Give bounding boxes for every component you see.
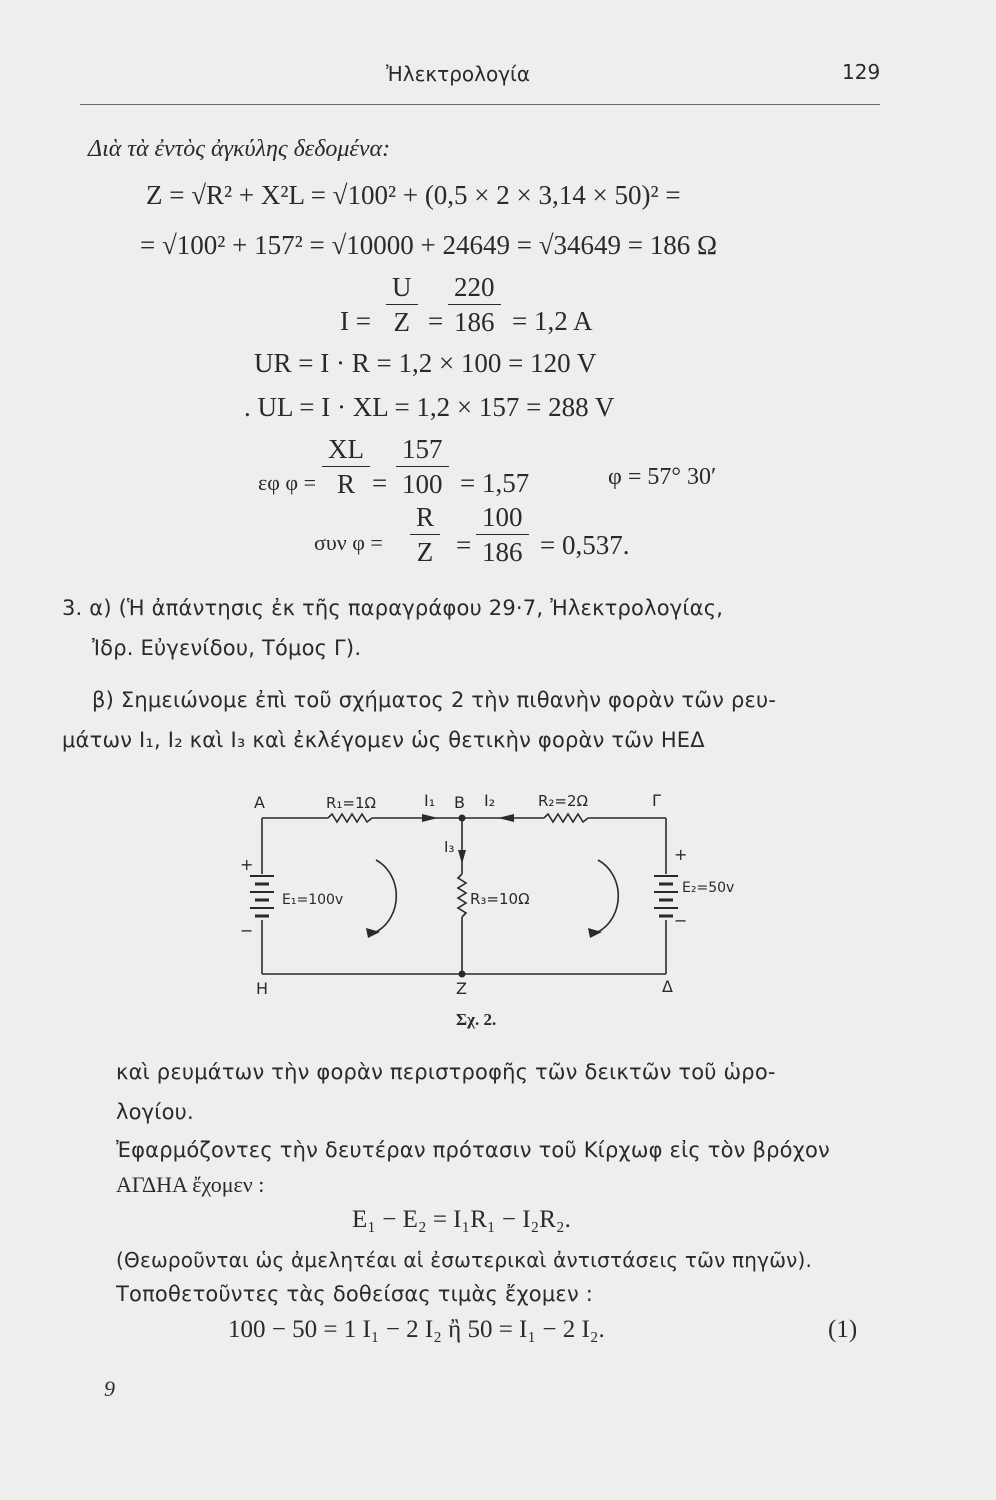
current-i3-label: I₃	[444, 838, 455, 856]
intro-text: Διὰ τὰ ἐντὸς ἀγκύλης δεδομένα:	[88, 136, 391, 162]
kirchhoff-equation: E₁ − E₂ = I₁R₁ − I₂R₂.	[352, 1206, 571, 1233]
e2-plus-sign: +	[674, 845, 688, 864]
node-a-label: A	[254, 793, 265, 812]
loop-arrow-left-icon	[366, 928, 380, 938]
impedance-line-2: = √100² + 157² = √10000 + 24649 = √34649 = 186 Ω	[140, 230, 718, 260]
kirchhoff-line-1: Ἐφαρμόζοντες τὴν δευτέραν πρότασιν τοῦ Κίρχωφ εἰς τὸν βρόχον	[116, 1138, 830, 1162]
note-internal-resistance: (Θεωροῦνται ὡς ἀμελητέαι αἱ ἐσωτερικαὶ ἀντιστάσεις τῶν πηγῶν).	[116, 1248, 813, 1272]
e2-minus-sign: −	[674, 911, 688, 930]
numerator: 100	[476, 500, 529, 535]
current-i2-label: I₂	[484, 791, 496, 810]
numerator: U	[386, 270, 418, 305]
answer-3b-line-2: μάτων I₁, I₂ καὶ I₃ καὶ ἐκλέγομεν ὡς θετικὴν φορὰν τῶν ΗΕΔ	[62, 728, 705, 752]
resistor-r2-label: R₂=2Ω	[538, 792, 589, 810]
node-h-label: H	[256, 979, 269, 998]
cos-label: συν φ =	[314, 530, 383, 555]
voltage-ul-line: . UL = I · XL = 1,2 × 157 = 288 V	[244, 392, 615, 422]
fraction-157-100	[396, 432, 449, 501]
equation-number: (1)	[828, 1316, 858, 1343]
impedance-line-1: Z = √R² + X²L = √100² + (0,5 × 2 × 3,14 × 50)² =	[146, 180, 681, 210]
battery-e2-icon	[654, 876, 678, 916]
current-i3-arrow-icon	[458, 850, 466, 864]
denominator: Z	[416, 537, 434, 567]
current-i2-arrow-icon	[498, 814, 514, 822]
denominator: Z	[393, 307, 410, 337]
equals-sign: =	[428, 306, 444, 336]
node-b-dot	[459, 815, 466, 822]
node-b-label: B	[454, 793, 465, 812]
node-d-label: Δ	[662, 977, 673, 996]
page-number: 129	[842, 60, 881, 84]
numeric-equation: 100 − 50 = 1 I₁ − 2 I₂ ἢ 50 = I₁ − 2 I₂.	[228, 1316, 605, 1343]
cos-result: = 0,537.	[540, 530, 630, 560]
circuit-diagram	[226, 780, 766, 1002]
current-label: I =	[340, 306, 371, 336]
resistor-r1-label: R₁=1Ω	[326, 794, 377, 812]
node-z-dot	[459, 971, 466, 978]
e1-minus-sign: −	[240, 921, 254, 940]
header-rule	[80, 104, 880, 105]
denominator: 186	[482, 537, 523, 567]
signature-mark: 9	[104, 1376, 115, 1401]
tan-result: = 1,57	[460, 468, 530, 498]
source-e2-label: E₂=50v	[682, 880, 735, 896]
current-result: = 1,2 A	[512, 306, 593, 336]
source-e1-label: E₁=100v	[282, 892, 344, 908]
battery-e1-icon	[250, 876, 274, 916]
numerator: 220	[448, 270, 501, 305]
current-i1-label: I₁	[424, 791, 436, 810]
fraction-xl-r	[322, 432, 370, 501]
answer-3a-line-2: Ἰδρ. Εὐγενίδου, Τόμος Γ).	[92, 636, 362, 660]
fraction-u-z	[386, 270, 418, 339]
equals-sign: =	[456, 530, 472, 560]
figure-caption: Σχ. 2.	[456, 1010, 497, 1029]
voltage-ur-line: UR = I · R = 1,2 × 100 = 120 V	[254, 348, 597, 378]
kirchhoff-line-2: ΑΓΔΗΑ ἔχομεν :	[116, 1172, 265, 1197]
tan-label: εφ φ =	[258, 470, 317, 495]
running-header: Ἠλεκτρολογία	[386, 62, 531, 86]
text-line-clock: καὶ ρευμάτων τὴν φορὰν περιστροφῆς τῶν δεικτῶν τοῦ ὡρο-	[116, 1060, 776, 1084]
substitute-line: Τοποθετοῦντες τὰς δοθείσας τιμὰς ἔχομεν :	[116, 1282, 594, 1306]
equals-sign: =	[372, 468, 388, 498]
denominator: 186	[454, 307, 495, 337]
numerator: 157	[396, 432, 449, 467]
resistor-r3-label: R₃=10Ω	[470, 890, 530, 908]
e1-plus-sign: +	[240, 855, 254, 874]
answer-3a-line-1: 3. α) (Ἡ ἀπάντησις ἐκ τῆς παραγράφου 29·7, Ἠλεκτρολογίας,	[62, 596, 724, 620]
fraction-r-z	[410, 500, 440, 569]
node-g-label: Γ	[652, 791, 661, 810]
text-line-clock-cont: λογίου.	[116, 1100, 194, 1124]
phi-angle: φ = 57° 30′	[608, 464, 717, 490]
denominator: 100	[402, 469, 443, 499]
fraction-220-186	[448, 270, 501, 339]
fraction-100-186	[476, 500, 529, 569]
denominator: R	[336, 469, 355, 499]
numerator: R	[410, 500, 440, 535]
answer-3b-line-1: β) Σημειώνομε ἐπὶ τοῦ σχήματος 2 τὴν πιθανὴν φορὰν τῶν ρευ-	[92, 688, 777, 712]
numerator: XL	[322, 432, 370, 467]
loop-arrow-right-icon	[588, 928, 602, 938]
node-z-label: Z	[456, 979, 467, 998]
current-i1-arrow-icon	[422, 814, 438, 822]
